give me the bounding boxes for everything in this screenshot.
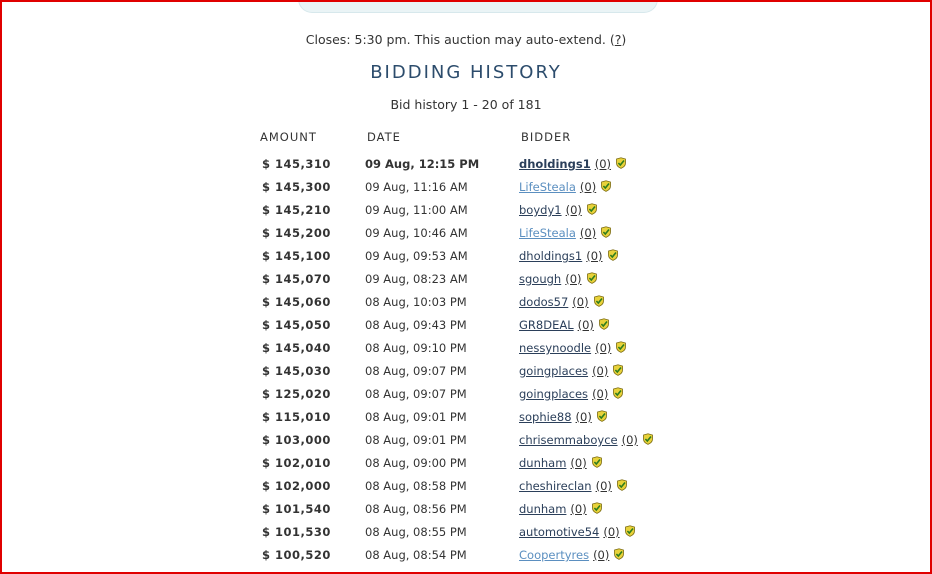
bidder-feedback-link[interactable]: (0): [570, 502, 587, 516]
bid-amount: $ 145,070: [262, 272, 331, 286]
verified-shield-icon: [591, 456, 603, 468]
bid-date: 08 Aug, 09:07 PM: [365, 387, 467, 401]
verified-shield-icon: [593, 295, 605, 307]
bid-amount: $ 101,540: [262, 502, 331, 516]
bid-amount: $ 145,100: [262, 249, 331, 263]
verified-shield-icon: [642, 433, 654, 445]
bidder-cell: [519, 479, 628, 493]
bid-date: 08 Aug, 10:03 PM: [365, 295, 467, 309]
bid-amount: $ 115,010: [262, 410, 331, 424]
bidder-cell: [519, 318, 610, 332]
bidder-cell: [519, 387, 624, 401]
bidder-cell: [519, 157, 627, 171]
bidder-username-link[interactable]: dholdings1: [519, 249, 583, 263]
bid-amount: $ 103,000: [262, 433, 331, 447]
bid-date: 08 Aug, 08:55 PM: [365, 525, 467, 539]
verified-shield-icon: [598, 318, 610, 330]
bidder-username-link[interactable]: LifeSteala: [519, 180, 576, 194]
bidder-feedback-link[interactable]: (0): [586, 249, 603, 263]
bidder-cell: [519, 525, 636, 539]
bidder-cell: [519, 295, 605, 309]
bid-row: [0, 244, 932, 267]
bidder-username-link[interactable]: boydy1: [519, 203, 562, 217]
bid-amount: $ 100,520: [262, 548, 331, 562]
bidder-username-link[interactable]: goingplaces: [519, 387, 589, 401]
bidder-feedback-link[interactable]: (0): [577, 318, 594, 332]
verified-shield-icon: [613, 548, 625, 560]
bid-amount: $ 145,060: [262, 295, 331, 309]
bidder-feedback-link[interactable]: (0): [593, 548, 610, 562]
auto-extend-help-link[interactable]: ?: [614, 32, 622, 47]
bid-date: 08 Aug, 09:00 PM: [365, 456, 467, 470]
bidder-feedback-link[interactable]: (0): [575, 410, 592, 424]
bidder-username-link[interactable]: automotive54: [519, 525, 600, 539]
bidder-username-link[interactable]: dunham: [519, 456, 567, 470]
verified-shield-icon: [624, 525, 636, 537]
bid-history-count: Bid history 1 - 20 of 181: [390, 97, 542, 112]
bidder-cell: [519, 456, 603, 470]
bid-date: 09 Aug, 12:15 PM: [365, 157, 480, 171]
bid-row: [0, 451, 932, 474]
bid-row: [0, 359, 932, 382]
bidder-username-link[interactable]: dodos57: [519, 295, 569, 309]
bid-row: [0, 313, 932, 336]
bid-date: 08 Aug, 09:01 PM: [365, 410, 467, 424]
bid-amount: $ 102,000: [262, 479, 331, 493]
verified-shield-icon: [591, 502, 603, 514]
verified-shield-icon: [612, 364, 624, 376]
bid-amount: $ 145,310: [262, 157, 331, 171]
bid-date: 08 Aug, 09:43 PM: [365, 318, 467, 332]
bid-row: [0, 198, 932, 221]
bid-date: 08 Aug, 09:07 PM: [365, 364, 467, 378]
bid-date: 08 Aug, 08:56 PM: [365, 502, 467, 516]
bidder-username-link[interactable]: dholdings1: [519, 157, 591, 171]
bid-date: 08 Aug, 09:10 PM: [365, 341, 467, 355]
bid-amount: $ 145,030: [262, 364, 331, 378]
bidder-feedback-link[interactable]: (0): [572, 295, 589, 309]
bid-row: [0, 405, 932, 428]
bid-amount: $ 145,200: [262, 226, 331, 240]
bidder-username-link[interactable]: Coopertyres: [519, 548, 590, 562]
bidder-feedback-link[interactable]: (0): [565, 203, 582, 217]
bidder-feedback-link[interactable]: (0): [579, 226, 597, 240]
bid-amount: $ 102,010: [262, 456, 331, 470]
column-header-date: DATE: [367, 130, 401, 144]
bid-row: [0, 520, 932, 543]
bidder-username-link[interactable]: GR8DEAL: [519, 318, 574, 332]
bid-row: [0, 336, 932, 359]
bidder-feedback-link[interactable]: (0): [595, 479, 612, 493]
bid-date: 09 Aug, 08:23 AM: [365, 272, 468, 286]
bid-row: [0, 382, 932, 405]
bid-row: [0, 152, 932, 175]
bidder-username-link[interactable]: chrisemmaboyce: [519, 433, 618, 447]
bid-date: 09 Aug, 11:00 AM: [365, 203, 468, 217]
bid-date: 09 Aug, 11:16 AM: [365, 180, 468, 194]
verified-shield-icon: [616, 479, 628, 491]
bidder-cell: [519, 203, 598, 217]
bidder-username-link[interactable]: dunham: [519, 502, 567, 516]
bid-row: [0, 221, 932, 244]
bid-date: 09 Aug, 09:53 AM: [365, 249, 468, 263]
bidder-username-link[interactable]: goingplaces: [519, 364, 589, 378]
bidder-feedback-link[interactable]: (0): [579, 180, 597, 194]
bid-history-table: [0, 152, 932, 566]
bidder-feedback-link[interactable]: (0): [592, 387, 609, 401]
bid-amount: $ 125,020: [262, 387, 331, 401]
bidder-cell: [519, 180, 612, 194]
verified-shield-icon: [612, 387, 624, 399]
verified-shield-icon: [600, 180, 612, 192]
verified-shield-icon: [607, 249, 619, 261]
bid-row: [0, 267, 932, 290]
bid-row: [0, 428, 932, 451]
bid-date: 08 Aug, 09:01 PM: [365, 433, 467, 447]
bidder-username-link[interactable]: sgough: [519, 272, 562, 286]
bidder-feedback-link[interactable]: (0): [565, 272, 582, 286]
bidder-cell: [519, 548, 625, 562]
bidder-feedback-link[interactable]: (0): [595, 341, 612, 355]
bid-date: 09 Aug, 10:46 AM: [365, 226, 468, 240]
page-title: BIDDING HISTORY: [370, 62, 562, 83]
bid-amount: $ 145,050: [262, 318, 331, 332]
verified-shield-icon: [596, 410, 608, 422]
bid-row: [0, 497, 932, 520]
bidder-cell: [519, 410, 608, 424]
bidder-username-link[interactable]: nessynoodle: [519, 341, 592, 355]
bidder-username-link[interactable]: LifeSteala: [519, 226, 576, 240]
bidder-feedback-link[interactable]: (0): [603, 525, 620, 539]
verified-shield-icon: [615, 157, 627, 169]
bid-row: [0, 175, 932, 198]
bid-amount: $ 145,040: [262, 341, 331, 355]
verified-shield-icon: [586, 203, 598, 215]
bidder-cell: [519, 226, 612, 240]
bid-amount: $ 145,300: [262, 180, 331, 194]
bid-row: [0, 543, 932, 566]
verified-shield-icon: [586, 272, 598, 284]
top-panel-edge: [298, 0, 658, 13]
bidder-username-link[interactable]: cheshireclan: [519, 479, 592, 493]
bid-date: 08 Aug, 08:54 PM: [365, 548, 467, 562]
bidder-feedback-link[interactable]: (0): [570, 456, 587, 470]
bidder-cell: [519, 272, 598, 286]
bidder-feedback-link[interactable]: (0): [621, 433, 638, 447]
column-header-amount: AMOUNT: [260, 130, 317, 144]
bid-date: 08 Aug, 08:58 PM: [365, 479, 467, 493]
bidder-feedback-link[interactable]: (0): [592, 364, 609, 378]
column-header-bidder: BIDDER: [521, 130, 572, 144]
bid-amount: $ 145,210: [262, 203, 331, 217]
closing-time-suffix: ): [621, 32, 627, 47]
closing-time-notice: [0, 32, 932, 47]
bidder-username-link[interactable]: sophie88: [519, 410, 572, 424]
bid-row: [0, 290, 932, 313]
bidder-cell: [519, 364, 624, 378]
closing-time-text: Closes: 5:30 pm. This auction may auto-extend. (: [305, 32, 615, 47]
bidder-cell: [519, 341, 627, 355]
verified-shield-icon: [600, 226, 612, 238]
verified-shield-icon: [615, 341, 627, 353]
bidder-cell: [519, 502, 603, 516]
bidder-cell: [519, 433, 654, 447]
bid-row: [0, 474, 932, 497]
bidder-feedback-link[interactable]: (0): [594, 157, 611, 171]
bidder-cell: [519, 249, 619, 263]
bid-amount: $ 101,530: [262, 525, 331, 539]
